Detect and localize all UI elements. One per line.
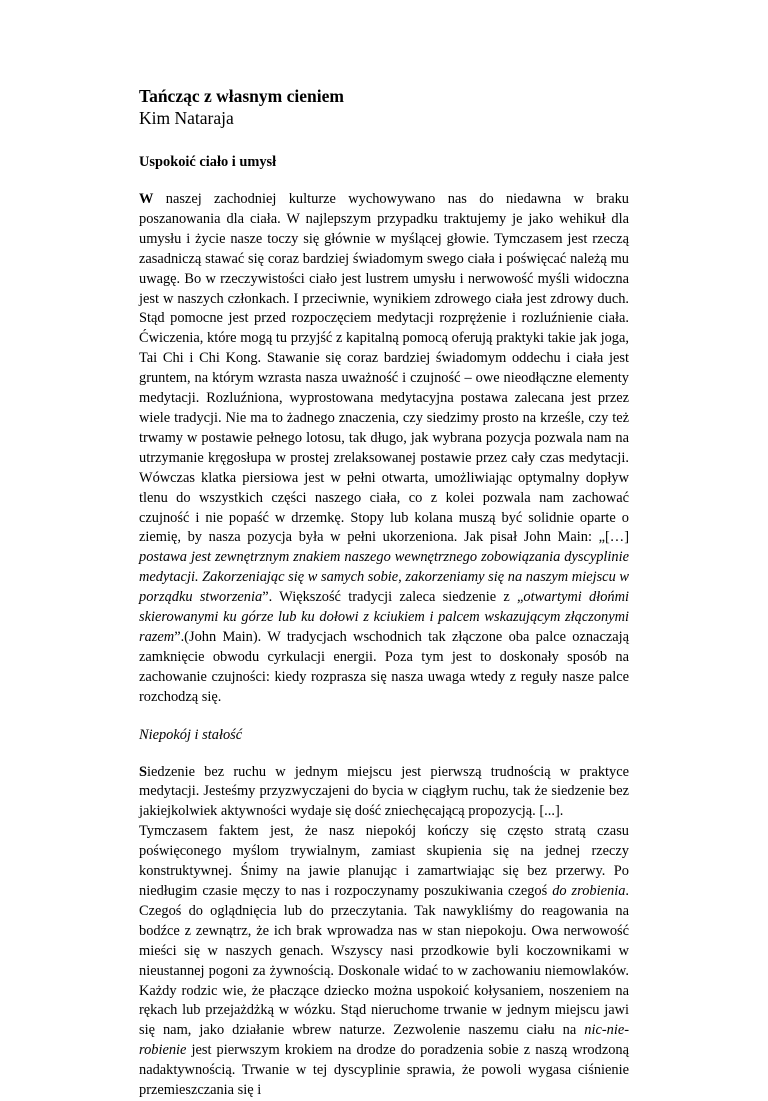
- paragraph-3-text-a: Tymczasem faktem jest, że nasz niepokój kończy się często stratą czasu poświęconego myślom trywialnym, zamiast skupienia się na jednej rzeczy konstruktywnej. Śnimy na jawie planując i zamartwiając się bez przerwy. Po niedługim czasie męczy to nas i rozpoczynamy poszukiwania czegoś: [139, 823, 629, 899]
- paragraph-1-quote-2: otwartymi dłońmi skierowanymi ku górze lub ku dołowi z kciukiem i palcem wskazującym złączonymi razem: [139, 589, 630, 645]
- paragraph-2-text: iedzenie bez ruchu w jednym miejscu jest pierwszą trudnością w praktyce medytacji. Jesteśmy przyzwyczajeni do bycia w ciągłym ruchu, tak że siedzenie bez jakiejkolwiek aktywności wydaje się dość zniechęcającą propozycją. [...].: [139, 763, 629, 820]
- paragraph-3-emphasis-1: do zrobienia: [552, 883, 626, 899]
- section-heading-niepokoj: Niepokój i stałość: [139, 726, 243, 743]
- paragraph-3-text-b: . Czegoś do oglądnięcia lub do przeczytania. Tak nawykliśmy do reagowania na bodźce z zewnątrz, że ich brak wprowadza nas w stan niepokoju. Owa nerwowość mieści się w naszych genach. Wszyscy nasi przodkowie byli koczownikami w nieustannej pogoni za żywnością. Doskonale widać to w zachowaniu niemowlaków. Każdy rodzic wie, że płaczące dziecko można uspokoić kołysaniem, noszeniem na rękach lub przejażdżką w wózku. Stąd nieruchome trwanie w jednym miejscu jawi się nam, jako działanie wbrew naturze. Zezwolenie naszemu ciału na: [139, 883, 629, 1039]
- paragraph-3: [139, 822, 629, 1101]
- paragraph-3-emphasis-2: nic-nie-robienie: [139, 1022, 629, 1059]
- document-author: Kim Nataraja: [139, 108, 234, 128]
- document-title: Tańcząc z własnym cieniem: [139, 86, 344, 106]
- paragraph-1: [139, 190, 629, 708]
- document-page: [139, 85, 629, 1101]
- initial-letter: W: [139, 191, 154, 207]
- paragraph-1-text-a: naszej zachodniej kulturze wychowywano nas do niedawna w braku poszanowania dla ciała. W najlepszym przypadku traktujemy je jako wehikuł dla umysłu i życie nasze toczy się głównie w myślącej głowie. Tymczasem jest rzeczą zasadniczą stawać się coraz bardziej świadomym swego ciała i poświęcać należą mu uwagę. Bo w rzeczywistości ciało jest lustrem umysłu i nerwowość myśli widoczna jest w naszych członkach. I przeciwnie, wynikiem zdrowego ciała jest zdrowy duch. Stąd pomocne jest przed rozpoczęciem medytacji rozprężenie i rozluźnienie ciała. Ćwiczenia, które mogą tu przyjść z kapitalną pomocą oferują praktyki takie jak joga, Tai Chi i Chi Kong. Stawanie się coraz bardziej świadomym oddechu i ciała jest gruntem, na którym wzrasta nasza uważność i czujność – owe nieodłączne elementy medytacji. Rozluźniona, wyprostowana medytacyjna postawa zalecana jest przez wiele tradycji. Nie ma to żadnego znaczenia, czy siedzimy prosto na krześle, czy też trwamy w postawie pełnego lotosu, tak długo, jak wybrana pozycja pozwala nam na utrzymanie kręgosłupa w prostej zrelaksowanej postawie przez cały czas medytacji. Wówczas klatka piersiowa jest w pełni otwarta, umożliwiając optymalny dopływ tlenu do wszystkich części naszego ciała, co z kolei pozwala nam zachować czujność i nie popaść w drzemkę. Stopy lub kolana muszą być solidnie oparte o ziemię, by nasza pozycja była w pełni ukorzeniona. Jak pisał John Main: „[…]: [139, 191, 629, 546]
- initial-letter: S: [139, 763, 148, 780]
- paragraph-3-text-c: jest pierwszym krokiem na drodze do poradzenia sobie z naszą wrodzoną nadaktywnością. Trwanie w tej dyscyplinie sprawia, że powoli wygasa ciśnienie przemieszczania się i: [139, 1042, 629, 1099]
- paragraph-1-text-c: ”.(John Main). W tradycjach wschodnich tak złączone oba palce oznaczają zamknięcie obwodu cyrkulacji energii. Poza tym jest to doskonały sposób na zachowanie czujności: kiedy rozprasza się nasza uwaga wtedy z reguły nasze palce rozchodzą się.: [139, 628, 629, 705]
- section-heading-uspokoic: Uspokoić ciało i umysł: [139, 154, 277, 170]
- paragraph-2: [139, 763, 629, 823]
- paragraph-1-quote-1: postawa jest zewnętrznym znakiem naszego wewnętrznego zobowiązania dyscyplinie medytacji. Zakorzeniając się w samych sobie, zakorzeniamy się na naszym miejscu w porządku stworzenia: [139, 549, 629, 606]
- paragraph-1-text-b: ”. Większość tradycji zaleca siedzenie z „: [262, 589, 524, 606]
